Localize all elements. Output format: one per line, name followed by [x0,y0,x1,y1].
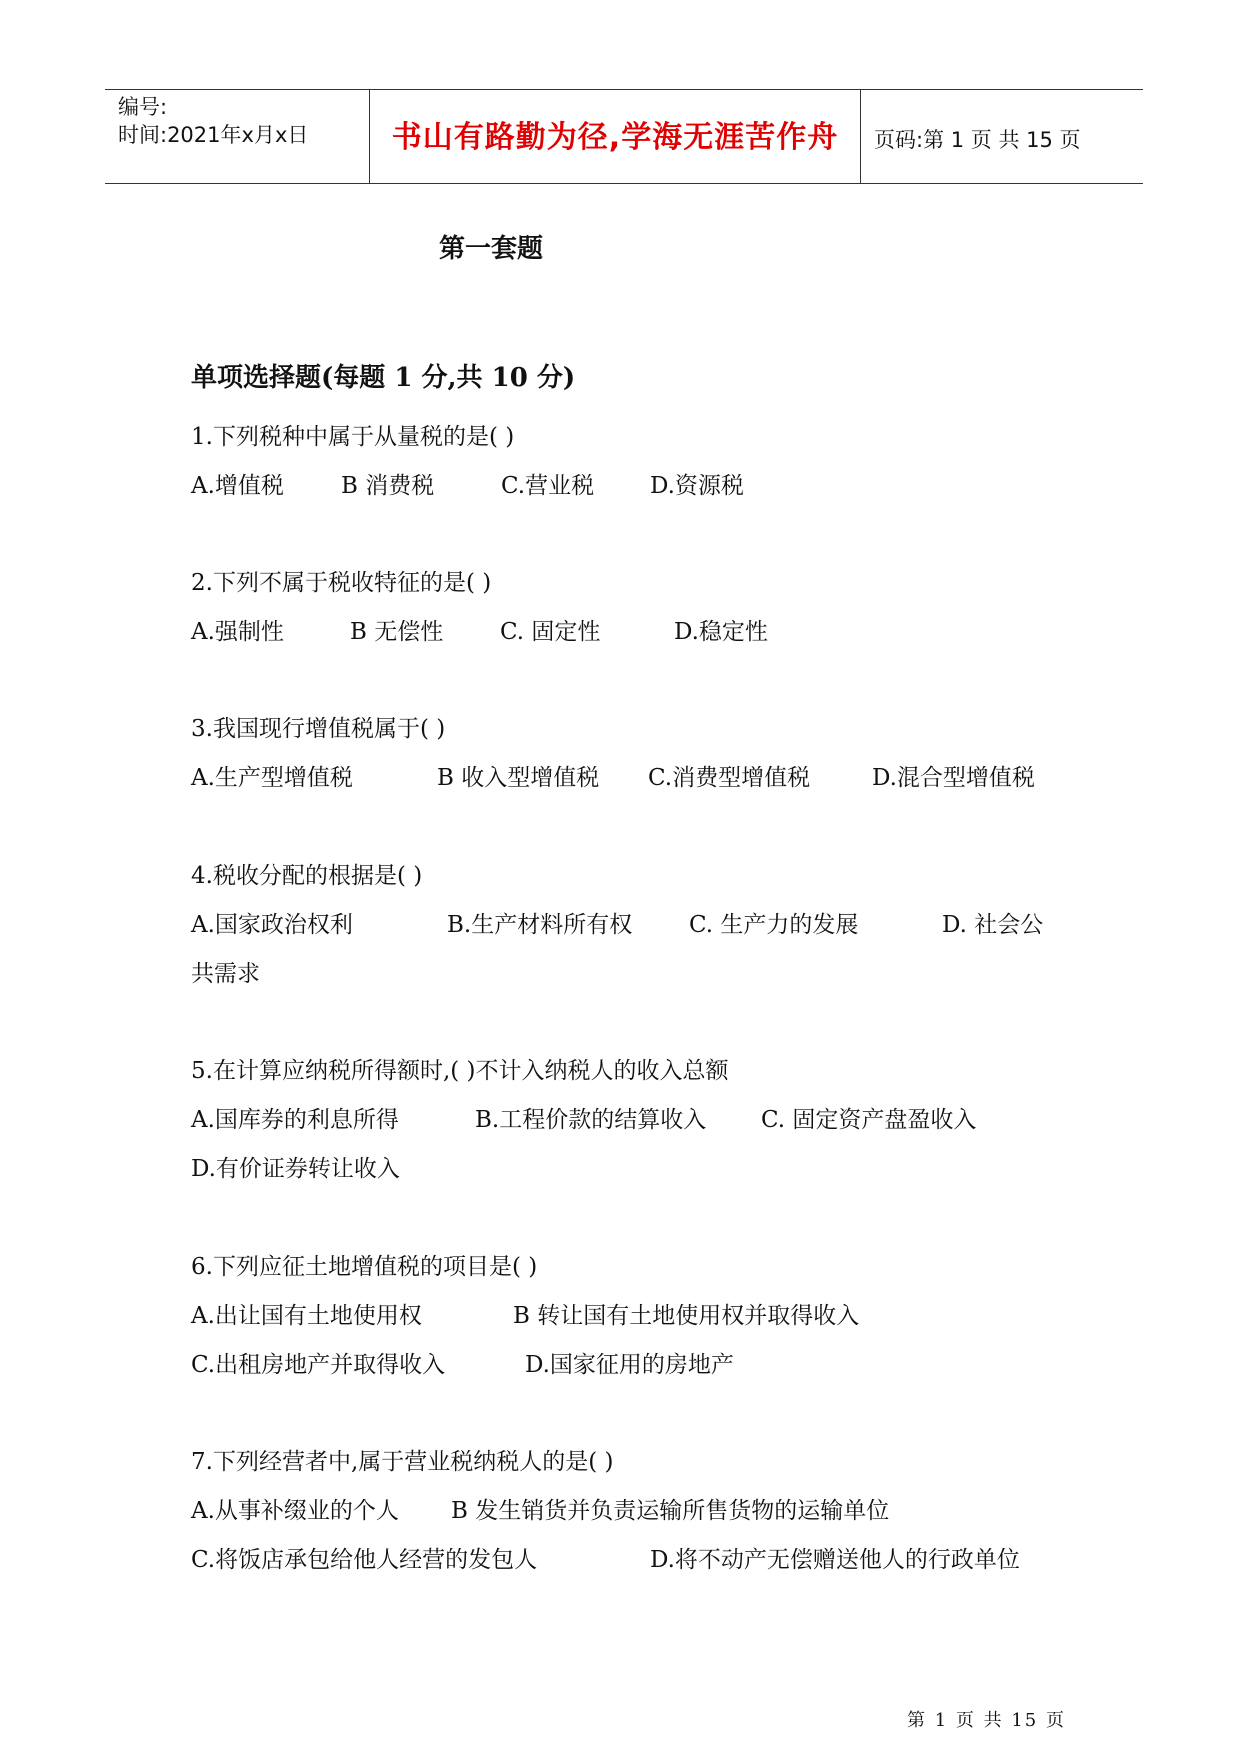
header-motto: 书山有路勤为径,学海无涯苦作舟 [391,120,839,155]
question-7-options-row-1 [191,1492,889,1525]
question-5-option-c: C. 固定资产盘盈收入 [761,1107,977,1133]
question-7-options-row-2 [191,1541,1020,1574]
question-3-option-b: B 收入型增值税 [437,765,600,791]
question-7-option-b: B 发生销货并负责运输所售货物的运输单位 [451,1498,890,1524]
question-4-option-c: C. 生产力的发展 [689,912,859,938]
question-4-option-a: A.国家政治权利 [191,912,353,938]
question-1-option-c: C.营业税 [501,473,595,499]
question-1-option-b: B 消费税 [341,473,435,499]
question-4-continuation: 共需求 [191,961,260,987]
question-3-options [191,759,1035,792]
question-2-option-d: D.稳定性 [674,619,768,645]
question-5-option-b: B.工程价款的结算收入 [475,1107,707,1133]
question-6-option-d: D.国家征用的房地产 [525,1352,734,1378]
question-7-option-d: D.将不动产无偿赠送他人的行政单位 [650,1547,1020,1573]
question-6-option-a: A.出让国有土地使用权 [191,1303,422,1329]
question-1-option-a: A.增值税 [191,473,284,499]
question-5-continuation: D.有价证券转让收入 [191,1156,400,1182]
question-1-option-d: D.资源税 [650,473,744,499]
question-6-option-b: B 转让国有土地使用权并取得收入 [513,1303,860,1329]
question-4-options [191,906,1043,939]
question-4-option-b: B.生产材料所有权 [447,912,633,938]
header-bottom-rule [105,183,1143,184]
question-3-option-c: C.消费型增值税 [648,765,811,791]
question-3-stem: 3.我国现行增值税属于( ) [191,716,446,742]
question-1-stem: 1.下列税种中属于从量税的是( ) [191,424,515,450]
question-6-option-c: C.出租房地产并取得收入 [191,1352,446,1378]
question-4-option-d: D. 社会公 [942,912,1044,938]
header-divider-right [860,89,861,183]
header-meta [118,93,308,149]
question-3-option-a: A.生产型增值税 [191,765,353,791]
question-2-stem: 2.下列不属于税收特征的是( ) [191,570,492,596]
page-footer-number: 第 1 页 共 15 页 [907,1710,1066,1731]
document-title: 第一套题 [439,234,544,264]
question-5-options [191,1101,976,1134]
question-3-option-d: D.混合型增值税 [872,765,1035,791]
question-6-stem: 6.下列应征土地增值税的项目是( ) [191,1254,538,1280]
question-7-stem: 7.下列经营者中,属于营业税纳税人的是( ) [191,1449,614,1475]
question-2-options [191,613,768,646]
question-5-stem: 5.在计算应纳税所得额时,( )不计入纳税人的收入总额 [191,1058,729,1084]
question-2-option-b: B 无偿性 [350,619,444,645]
question-6-options-row-2 [191,1346,734,1379]
header-number-label: 编号: [118,95,168,119]
question-2-option-a: A.强制性 [191,619,284,645]
header-time-label: 时间:2021年x月x日 [118,123,309,147]
header-top-rule [105,89,1143,90]
header-page-number: 页码:第 1 页 共 15 页 [874,128,1081,152]
question-5-option-a: A.国库券的利息所得 [191,1107,399,1133]
question-7-option-a: A.从事补缀业的个人 [191,1498,399,1524]
question-4-stem: 4.税收分配的根据是( ) [191,863,423,889]
question-1-options [191,467,744,500]
question-2-option-c: C. 固定性 [500,619,601,645]
question-7-option-c: C.将饭店承包给他人经营的发包人 [191,1547,538,1573]
section-heading: 单项选择题(每题 1 分,共 10 分) [191,363,576,393]
question-6-options-row-1 [191,1297,859,1330]
